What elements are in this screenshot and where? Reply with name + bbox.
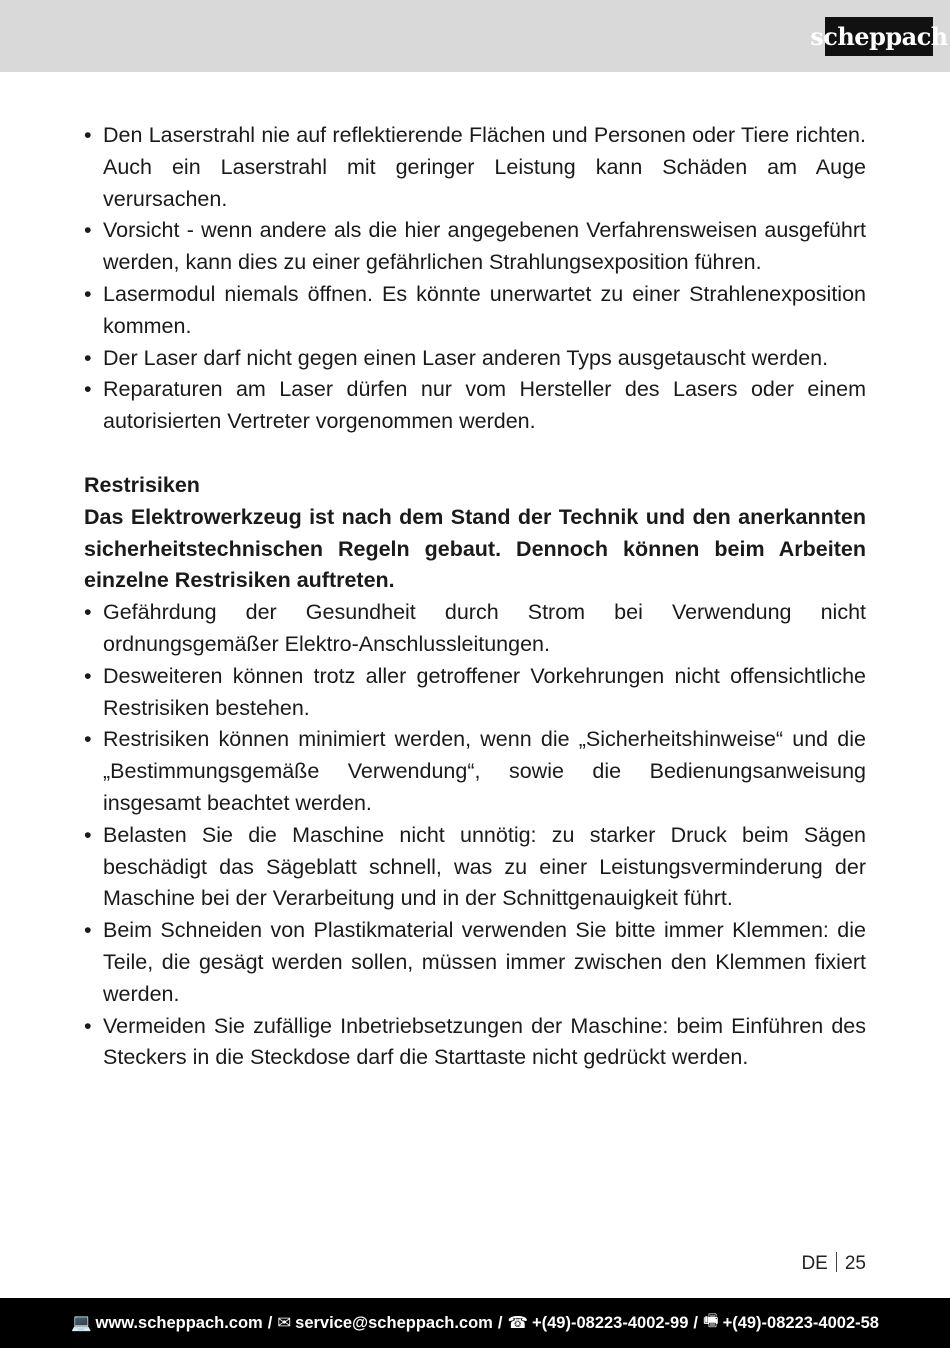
list-item: • Lasermodul niemals öffnen. Es könnte unerwartet zu einer Strahlenexposition kommen.	[84, 279, 866, 343]
scheppach-logo: scheppach	[825, 17, 933, 56]
page-number-divider	[836, 1252, 837, 1272]
header-band	[0, 0, 950, 72]
list-item: • Der Laser darf nicht gegen einen Laser anderen Typs ausgetauscht werden.	[84, 343, 866, 375]
page-number-value: 25	[844, 1253, 866, 1274]
footer-separator: /	[497, 1313, 503, 1332]
list-item: • Gefährdung der Gesundheit durch Strom bei Verwendung nicht ordnungsgemäßer Elektro-Anschlussleitungen.	[84, 597, 866, 661]
footer-contact-bar	[0, 1298, 950, 1348]
bullet-icon: •	[84, 600, 92, 625]
mail-icon: ✉	[277, 1314, 292, 1332]
list-item: • Den Laserstrahl nie auf reflektierende Flächen und Personen oder Tiere richten. Auch ein Laserstrahl mit geringer Leistung kann Schäden am Auge verursachen.	[84, 120, 866, 215]
bullet-icon: •	[84, 218, 92, 243]
bullet-icon: •	[84, 822, 92, 847]
footer-email[interactable]: service@scheppach.com	[295, 1313, 493, 1332]
laser-safety-list	[84, 120, 866, 438]
list-item: • Restrisiken können minimiert werden, wenn die „Sicherheitshinweise“ und die „Bestimmungsgemäße Verwendung“, sowie die Bedienungsanweisung insgesamt beachtet werden.	[84, 724, 866, 819]
footer-separator: /	[267, 1313, 273, 1332]
bullet-icon: •	[84, 123, 92, 147]
section-title: Restrisiken	[84, 472, 200, 497]
telephone-icon: ☎	[507, 1314, 528, 1332]
bullet-icon: •	[84, 281, 92, 306]
list-item: • Vermeiden Sie zufällige Inbetriebsetzungen der Maschine: beim Einführen des Steckers in die Steckdose darf die Starttaste nicht gedrückt werden.	[84, 1011, 866, 1075]
page-number	[801, 1252, 866, 1275]
list-item: • Vorsicht - wenn andere als die hier angegebenen Verfahrensweisen ausgeführt werden, kann dies zu einer gefährlichen Strahlungsexposition führen.	[84, 215, 866, 279]
fax-icon: 🖷	[703, 1312, 719, 1330]
bullet-icon: •	[84, 377, 92, 402]
list-item: • Beim Schneiden von Plastikmaterial verwenden Sie bitte immer Klemmen: die Teile, die gesägt werden sollen, müssen immer zwischen den Klemmen fixiert werden.	[84, 915, 866, 1010]
page-language: DE	[801, 1253, 828, 1274]
bullet-icon: •	[84, 727, 92, 752]
footer-separator: /	[693, 1313, 698, 1332]
computer-icon: 💻	[71, 1313, 92, 1332]
residual-risks-list	[84, 597, 866, 1074]
footer-phone: +(49)-08223-4002-99	[532, 1313, 689, 1332]
bullet-icon: •	[84, 918, 92, 943]
bullet-icon: •	[84, 1013, 92, 1038]
list-item: • Belasten Sie die Maschine nicht unnötig: zu starker Druck beim Sägen beschädigt das Sägeblatt schnell, was zu einer Leistungsverminderung der Maschine bei der Verarbeitung und in der Schnittgenauigkeit führt.	[84, 820, 866, 915]
bullet-icon: •	[84, 663, 92, 688]
section-intro: Das Elektrowerkzeug ist nach dem Stand der Technik und den anerkannten sicherheitstechnischen Regeln gebaut. Dennoch können beim Arbeiten einzelne Restrisiken auftreten.	[84, 504, 866, 593]
list-item: • Desweiteren können trotz aller getroffener Vorkehrungen nicht offensichtliche Restrisiken bestehen.	[84, 661, 866, 725]
list-item: • Reparaturen am Laser dürfen nur vom Hersteller des Lasers oder einem autorisierten Vertreter vorgenommen werden.	[84, 374, 866, 438]
bullet-icon: •	[84, 345, 92, 370]
footer-fax: +(49)-08223-4002-58	[722, 1313, 879, 1332]
page-content	[84, 120, 866, 1074]
footer-website[interactable]: www.scheppach.com	[95, 1313, 263, 1332]
